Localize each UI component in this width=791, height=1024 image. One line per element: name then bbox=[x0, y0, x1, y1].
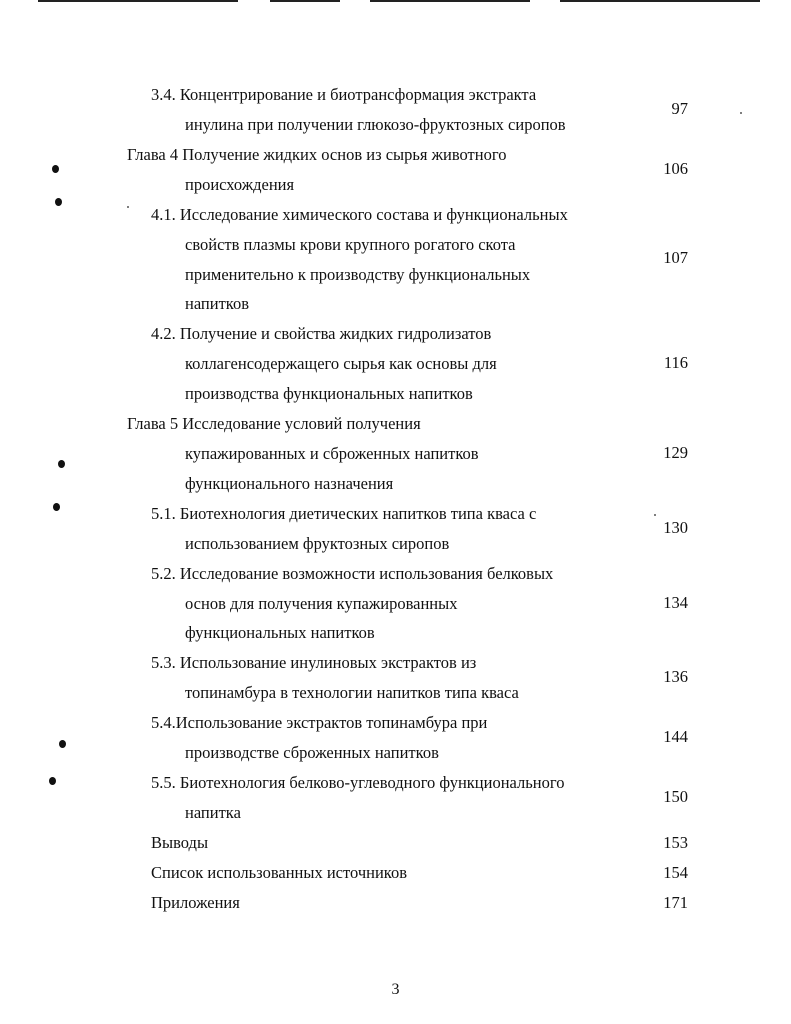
toc-page-number: 97 bbox=[671, 99, 688, 118]
toc-chapter-line: купажированных и сброженных напитков bbox=[185, 444, 479, 463]
toc-entry-line: 5.2. Исследование возможности использования белковых bbox=[151, 564, 554, 583]
toc-page-number: 150 bbox=[663, 787, 688, 806]
toc-page-number: 153 bbox=[663, 833, 688, 852]
toc-entry-line: 5.5. Биотехнология белково-углеводного функционального bbox=[151, 773, 565, 792]
toc-entry-line: функциональных напитков bbox=[185, 623, 375, 642]
toc-page-number: 107 bbox=[663, 248, 688, 267]
toc-page-number: 129 bbox=[663, 443, 688, 462]
toc-entry-line: Приложения bbox=[151, 893, 240, 912]
toc-entry-line: 3.4. Концентрирование и биотрансформация экстракта bbox=[151, 85, 537, 104]
toc-page-number: 130 bbox=[663, 518, 688, 537]
toc-chapter-line: функционального назначения bbox=[185, 474, 394, 493]
toc-entry-line: Список использованных источников bbox=[151, 863, 407, 882]
toc-chapter-line: происхождения bbox=[185, 175, 295, 194]
toc-entry-line: производстве сброженных напитков bbox=[185, 743, 439, 762]
toc-page-number: 171 bbox=[663, 893, 688, 912]
toc-entry-line: основ для получения купажированных bbox=[185, 594, 458, 613]
toc-entry-line: 5.1. Биотехнология диетических напитков типа кваса с bbox=[151, 504, 537, 523]
toc-entry-line: использованием фруктозных сиропов bbox=[185, 534, 450, 553]
toc-entry-line: 5.4.Использование экстрактов топинамбура при bbox=[151, 713, 488, 732]
toc-entry-line: 5.3. Использование инулиновых экстрактов из bbox=[151, 653, 477, 672]
toc-entry-line: производства функциональных напитков bbox=[185, 384, 473, 403]
toc-entry-line: напитков bbox=[185, 294, 250, 313]
page-footer-number: 3 bbox=[391, 981, 400, 998]
toc-page-number: 106 bbox=[663, 159, 688, 178]
toc-entry-line: свойств плазмы крови крупного рогатого скота bbox=[185, 235, 516, 254]
toc-entry-line: напитка bbox=[185, 803, 241, 822]
toc-page-number: 144 bbox=[663, 727, 688, 746]
toc-chapter-line: Глава 4 Получение жидких основ из сырья животного bbox=[127, 145, 507, 164]
toc-chapter-line: Глава 5 Исследование условий получения bbox=[127, 414, 421, 433]
toc-entry-line: применительно к производству функциональных bbox=[185, 265, 531, 284]
toc-page-number: 134 bbox=[663, 593, 688, 612]
toc-page-number: 136 bbox=[663, 667, 688, 686]
toc-page-number: 116 bbox=[663, 353, 688, 372]
toc-entry-line: Выводы bbox=[151, 833, 209, 852]
toc-page-number: 154 bbox=[663, 863, 688, 882]
toc-entry-line: 4.1. Исследование химического состава и функциональных bbox=[151, 205, 568, 224]
toc-entry-line: топинамбура в технологии напитков типа кваса bbox=[185, 683, 519, 702]
toc-entry-line: 4.2. Получение и свойства жидких гидролизатов bbox=[151, 324, 492, 343]
toc-entry-line: коллагенсодержащего сырья как основы для bbox=[185, 354, 497, 373]
toc-entry-line: инулина при получении глюкозо-фруктозных сиропов bbox=[185, 115, 566, 134]
